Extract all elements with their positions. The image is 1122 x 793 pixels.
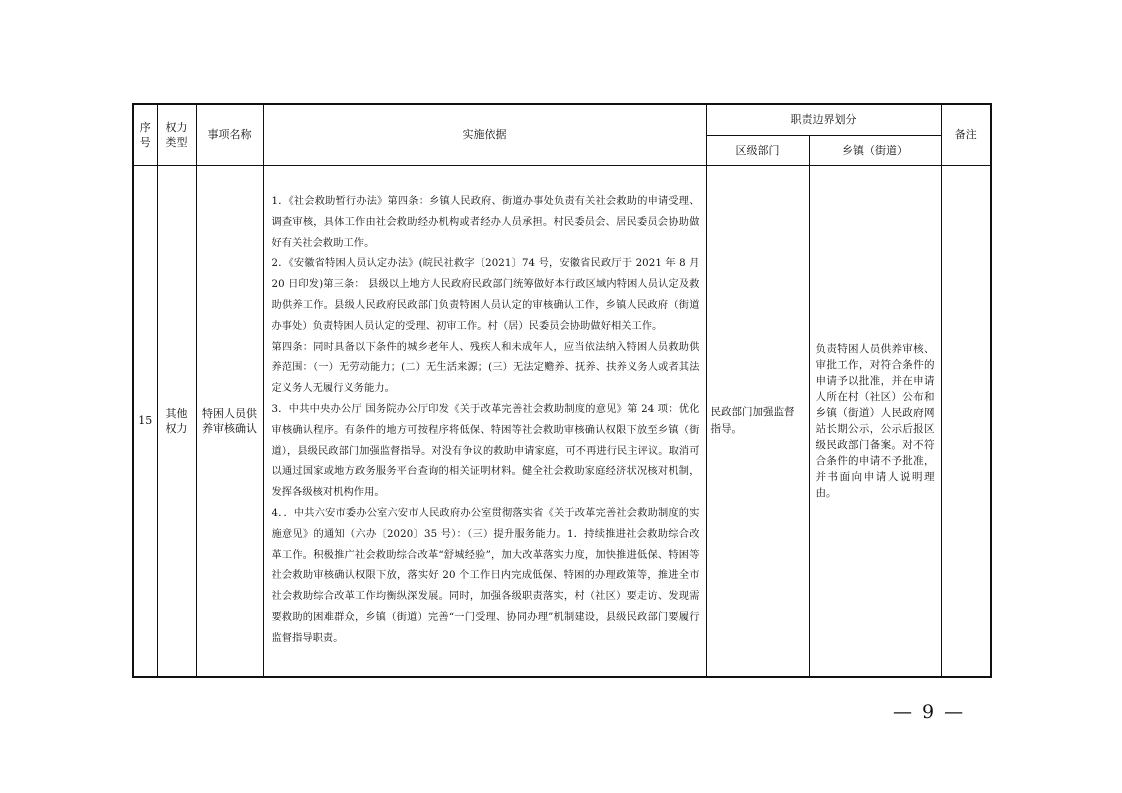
header-power-type: 权力类型: [157, 104, 196, 165]
header-basis: 实施依据: [263, 104, 706, 165]
header-no: 序号: [133, 104, 157, 165]
table-row: [133, 165, 991, 677]
responsibility-table: [132, 103, 992, 678]
row-no: 15: [133, 165, 157, 677]
page-number: — 9 —: [893, 701, 966, 723]
basis-paragraph: 第四条：同时具备以下条件的城乡老年人、残疾人和未成年人，应当依法纳入特困人员救助供养范围：（一）无劳动能力；(二）无生活来源；(三）无法定赡养、抚养、扶养义务人或者其法定义务人无履行义务能力。: [271, 341, 700, 395]
row-township-duty: 负责特困人员供养审核、审批工作，对符合条件的申请予以批准，并在申请人所在村（社区）公布和乡镇（街道）人民政府网站长期公示，公示后报区级民政部门备案。对不符合条件的申请不予批准，并书面向申请人说明理由。: [809, 165, 941, 677]
header-boundary: 职责边界划分: [706, 104, 941, 135]
row-item-name: 特困人员供养审核确认: [196, 165, 263, 677]
header-district: 区级部门: [706, 135, 809, 165]
row-remarks: [941, 165, 991, 677]
header-remarks: 备注: [941, 104, 991, 165]
header-township: 乡镇（街道）: [809, 135, 941, 165]
header-item-name: 事项名称: [196, 104, 263, 165]
basis-paragraph: 4．．中共六安市委办公室六安市人民政府办公室贯彻落实省《关于改革完善社会救助制度的实施意见》的通知（六办〔2020〕35 号）：（三）提升服务能力。1．持续推进社会救助综合改革工作。积极推广社会救助综合改革“舒城经验”，加大改革落实力度，加快推进低保、特困等社会救助审核确认权限下放，落实好 20 个工作日内完成低保、特困的办理政策等，推进全市社会救助综合改革工作均衡纵深发展。同时，加强各级职责落实，村（社区）要走访、发现需要救助的困难群众，乡镇（街道）完善“一门受理、协同办理”机制建设，县级民政部门要履行监督指导职责。: [271, 507, 700, 644]
basis-paragraph: 2．《安徽省特困人员认定办法》(皖民社救字〔2021〕74 号，安徽省民政厅于 2021 年 8 月 20 日印发)第三条： 县级以上地方人民政府民政部门统筹做好本行政区域内特困人员认定及救助供养工作。县级人民政府民政部门负责特困人员认定的审核确认工作，乡镇人民政府（街道办事处）负责特困人员认定的受理、初审工作。村（居）民委员会协助做好相关工作。: [271, 258, 700, 332]
row-district-duty: 民政部门加强监督指导。: [706, 165, 809, 677]
basis-paragraph: 1．《社会救助暂行办法》第四条：乡镇人民政府、街道办事处负责有关社会救助的申请受理、调查审核，具体工作由社会救助经办机构或者经办人员承担。村民委员会、居民委员会协助做好有关社会救助工作。: [271, 195, 700, 249]
basis-paragraph: 3．中共中央办公厅 国务院办公厅印发《关于改革完善社会救助制度的意见》第 24 项：优化审核确认程序。有条件的地方可按程序将低保、特困等社会救助审核确认权限下放至乡镇（街道），县级民政部门加强监督指导。对没有争议的救助申请家庭，可不再进行民主评议。取消可以通过国家或地方政务服务平台查询的相关证明材料。健全社会救助家庭经济状况核对机制，发挥各级核对机构作用。: [271, 403, 700, 499]
row-basis: [263, 165, 706, 677]
row-power-type: 其他权力: [157, 165, 196, 677]
